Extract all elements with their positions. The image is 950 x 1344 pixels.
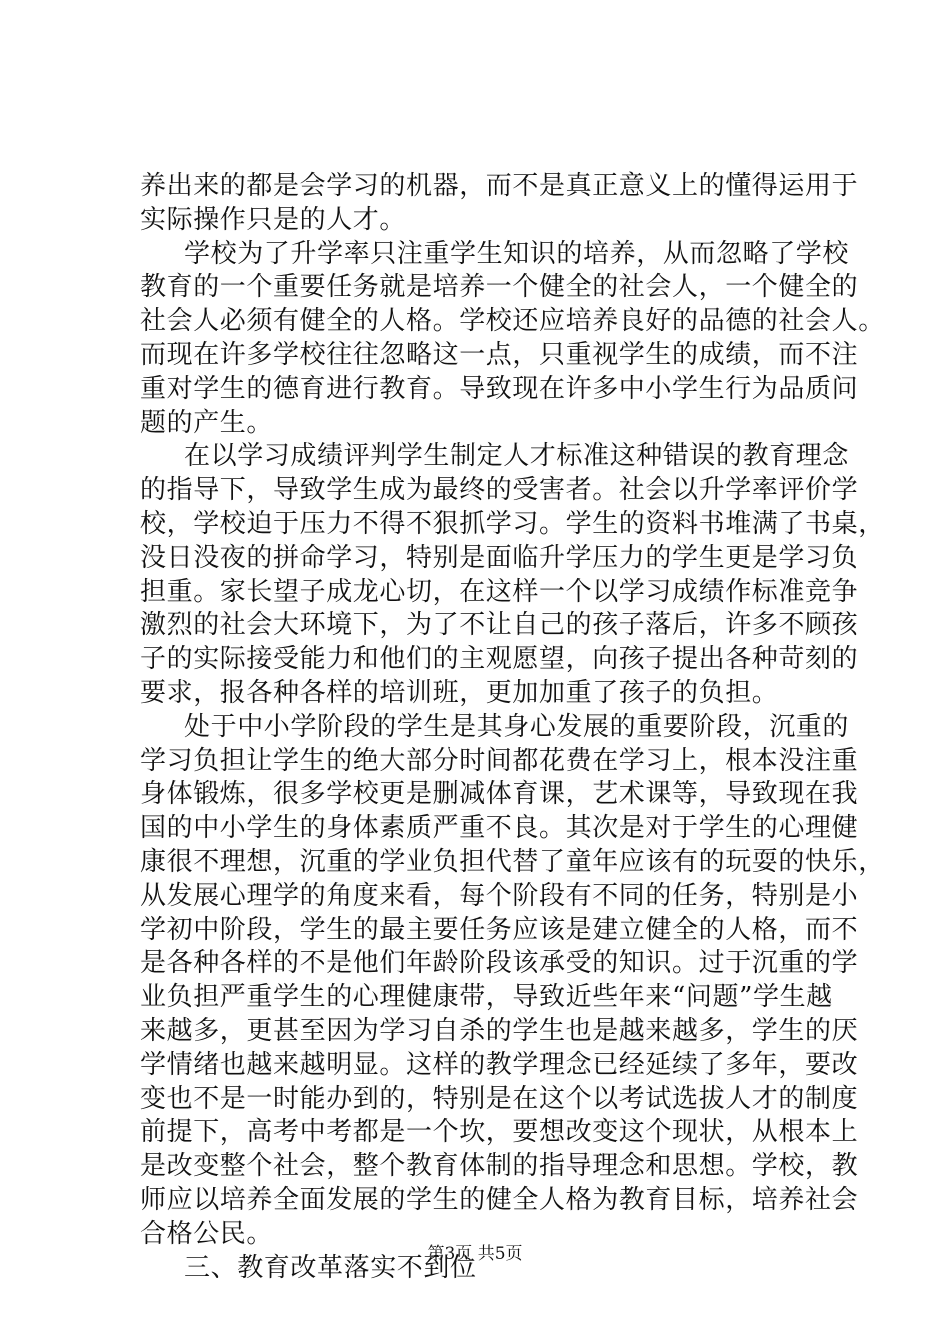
text-line: 学初中阶段，学生的最主要任务应该是建立健全的人格，而不 [140, 914, 859, 945]
text-line: 校，学校迫于压力不得不狠抓学习。学生的资料书堆满了书桌， [140, 508, 885, 539]
text-line: 变也不是一时能办到的，特别是在这个以考试选拔人才的制度 [140, 1083, 859, 1114]
text-line: 学情绪也越来越明显。这样的教学理念已经延续了多年，要改 [140, 1049, 859, 1080]
text-line: 是各种各样的不是他们年龄阶段该承受的知识。过于沉重的学 [140, 948, 859, 979]
text-line: 学习负担让学生的绝大部分时间都花费在学习上，根本没注重 [140, 745, 859, 776]
text-line: 实际操作只是的人才。 [140, 204, 407, 235]
paragraph-start-line: 处于中小学阶段的学生是其身心发展的重要阶段，沉重的 [184, 711, 850, 742]
text-line: 来越多，更甚至因为学习自杀的学生也是越来越多，学生的厌 [140, 1015, 859, 1046]
text-line: 从发展心理学的角度来看，每个阶段有不同的任务，特别是小 [140, 880, 859, 911]
text-line: 社会人必须有健全的人格。学校还应培养良好的品德的社会人。 [140, 306, 885, 337]
text-line: 要求，报各种各样的培训班，更加加重了孩子的负担。 [140, 677, 779, 708]
paragraph-start-line: 学校为了升学率只注重学生知识的培养，从而忽略了学校 [184, 238, 850, 269]
text-line: 身体锻炼，很多学校更是删减体育课，艺术课等，导致现在我 [140, 779, 859, 810]
text-line: 没日没夜的拼命学习，特别是面临升学压力的学生更是学习负 [140, 542, 859, 573]
text-line: 子的实际接受能力和他们的主观愿望，向孩子提出各种苛刻的 [140, 644, 859, 675]
text-line: 激烈的社会大环境下，为了不让自己的孩子落后，许多不顾孩 [140, 610, 859, 641]
text-line: 的指导下，导致学生成为最终的受害者。社会以升学率评价学 [140, 475, 859, 506]
text-line: 担重。家长望子成龙心切，在这样一个以学习成绩作标准竞争 [140, 576, 859, 607]
text-line: 康很不理想，沉重的学业负担代替了童年应该有的玩耍的快乐， [140, 846, 885, 877]
text-line: 而现在许多学校往往忽略这一点，只重视学生的成绩，而不注 [140, 339, 859, 370]
text-line: 前提下，高考中考都是一个坎，要想改变这个现状，从根本上 [140, 1117, 859, 1148]
text-line: 重对学生的德育进行教育。导致现在许多中小学生行为品质问 [140, 373, 859, 404]
text-line: 合格公民。 [140, 1218, 274, 1249]
page-number-footer: 第3页 共5页 [427, 1244, 523, 1264]
text-line: 养出来的都是会学习的机器，而不是真正意义上的懂得运用于 [140, 171, 859, 201]
paragraph-start-line: 在以学习成绩评判学生制定人才标准这种错误的教育理念 [184, 441, 850, 472]
text-line: 教育的一个重要任务就是培养一个健全的社会人，一个健全的 [140, 272, 859, 303]
document-body [140, 170, 885, 1285]
text-line: 业负担严重学生的心理健康带，导致近些年来“问题”学生越 [140, 982, 833, 1013]
text-line: 是改变整个社会，整个教育体制的指导理念和思想。学校，教 [140, 1151, 859, 1182]
text-line: 师应以培养全面发展的学生的健全人格为教育目标，培养社会 [140, 1184, 859, 1215]
text-line: 题的产生。 [140, 407, 274, 438]
text-line: 国的中小学生的身体素质严重不良。其次是对于学生的心理健 [140, 813, 859, 844]
section-heading: 三、教育改革落实不到位 [184, 1252, 477, 1283]
